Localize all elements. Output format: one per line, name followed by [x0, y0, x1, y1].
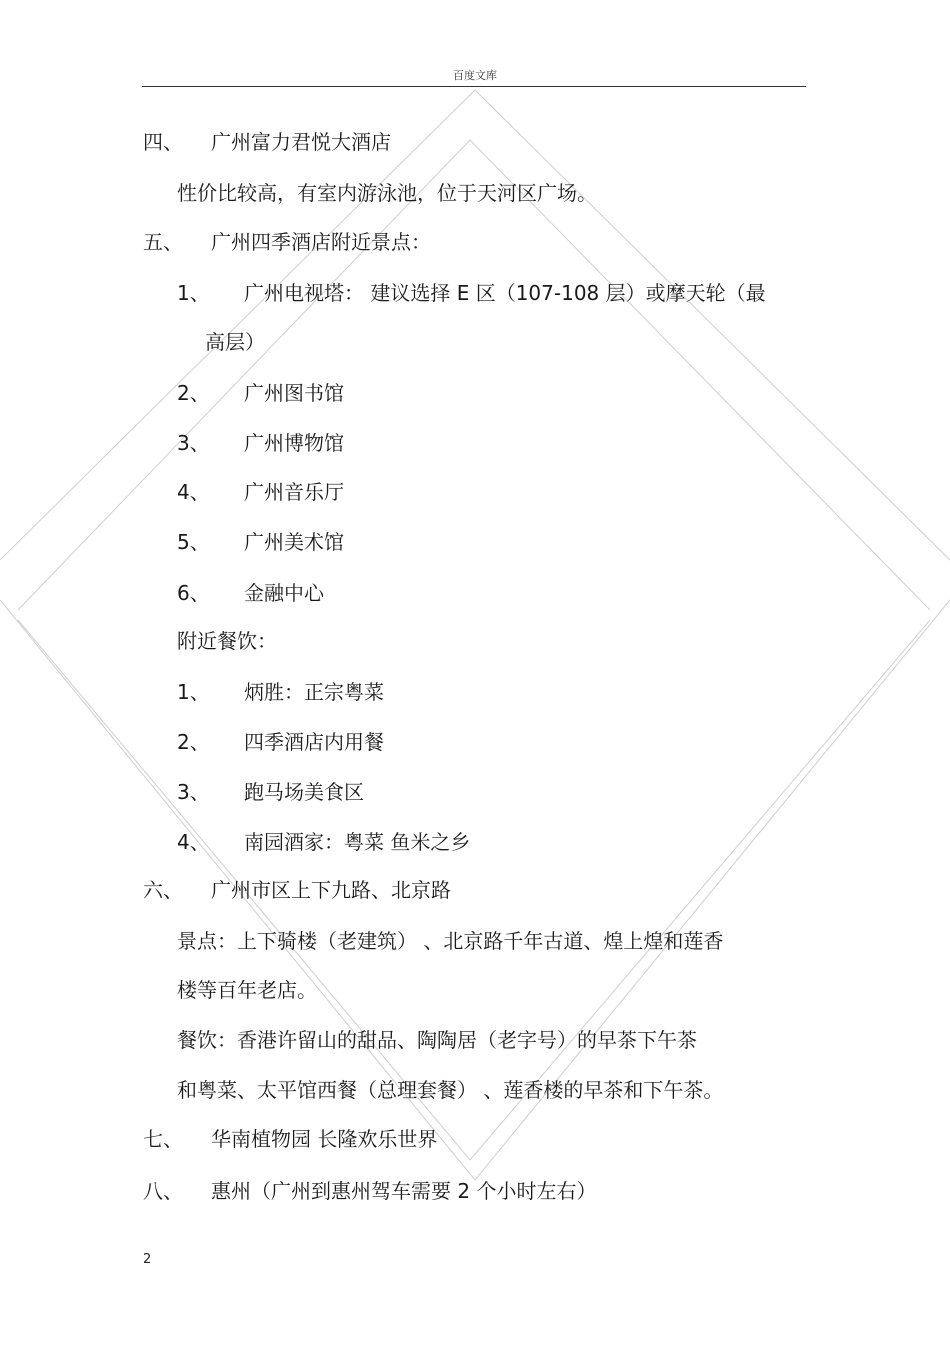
list-item-text: 广州电视塔： 建议选择 E 区（107-108 层）或摩天轮（最	[244, 281, 766, 305]
section-8-title: 惠州（广州到惠州驾车需要 2 个小时左右）	[211, 1179, 597, 1203]
list-item-number: 2、	[177, 381, 210, 405]
header-rule	[142, 86, 806, 87]
section-6-sights-continuation: 楼等百年老店。	[177, 978, 317, 1002]
section-8-number: 八、	[143, 1179, 183, 1203]
list-item-number: 3、	[177, 431, 210, 455]
list-item-text: 炳胜：正宗粤菜	[244, 680, 384, 704]
list-item-number: 2、	[177, 730, 210, 754]
page-number: 2	[143, 1252, 152, 1267]
section-7-title: 华南植物园 长隆欢乐世界	[211, 1127, 438, 1151]
nearby-food-label: 附近餐饮：	[177, 629, 277, 653]
list-item-text: 金融中心	[244, 581, 324, 605]
list-item-number: 3、	[177, 780, 210, 804]
section-7-number: 七、	[143, 1127, 183, 1151]
section-5-number: 五、	[143, 230, 183, 254]
list-item-number: 6、	[177, 581, 210, 605]
list-item-number: 4、	[177, 480, 210, 504]
list-item-text: 广州博物馆	[244, 431, 344, 455]
list-item-continuation: 高层）	[205, 330, 265, 354]
list-item-text: 四季酒店内用餐	[244, 730, 384, 754]
section-6-sights: 景点：上下骑楼（老建筑） 、北京路千年古道、煌上煌和莲香	[177, 929, 724, 953]
list-item-text: 南园酒家：粤菜 鱼米之乡	[244, 830, 471, 854]
section-4-description: 性价比较高，有室内游泳池，位于天河区广场。	[177, 181, 597, 205]
section-4-number: 四、	[143, 130, 183, 154]
header-title: 百度文库	[453, 69, 497, 82]
section-4-title: 广州富力君悦大酒店	[211, 130, 391, 154]
section-6-number: 六、	[143, 878, 183, 902]
section-6-food: 餐饮：香港许留山的甜品、陶陶居（老字号）的早茶下午茶	[177, 1028, 697, 1052]
list-item-number: 5、	[177, 530, 210, 554]
list-item-number: 4、	[177, 830, 210, 854]
section-6-title: 广州市区上下九路、北京路	[211, 878, 451, 902]
section-6-food-continuation: 和粤菜、太平馆西餐（总理套餐） 、莲香楼的早茶和下午茶。	[177, 1078, 724, 1102]
list-item-number: 1、	[177, 281, 210, 305]
section-5-title: 广州四季酒店附近景点：	[211, 230, 431, 254]
list-item-text: 跑马场美食区	[244, 780, 364, 804]
list-item-text: 广州音乐厅	[244, 480, 344, 504]
list-item-number: 1、	[177, 680, 210, 704]
list-item-text: 广州美术馆	[244, 530, 344, 554]
list-item-text: 广州图书馆	[244, 381, 344, 405]
